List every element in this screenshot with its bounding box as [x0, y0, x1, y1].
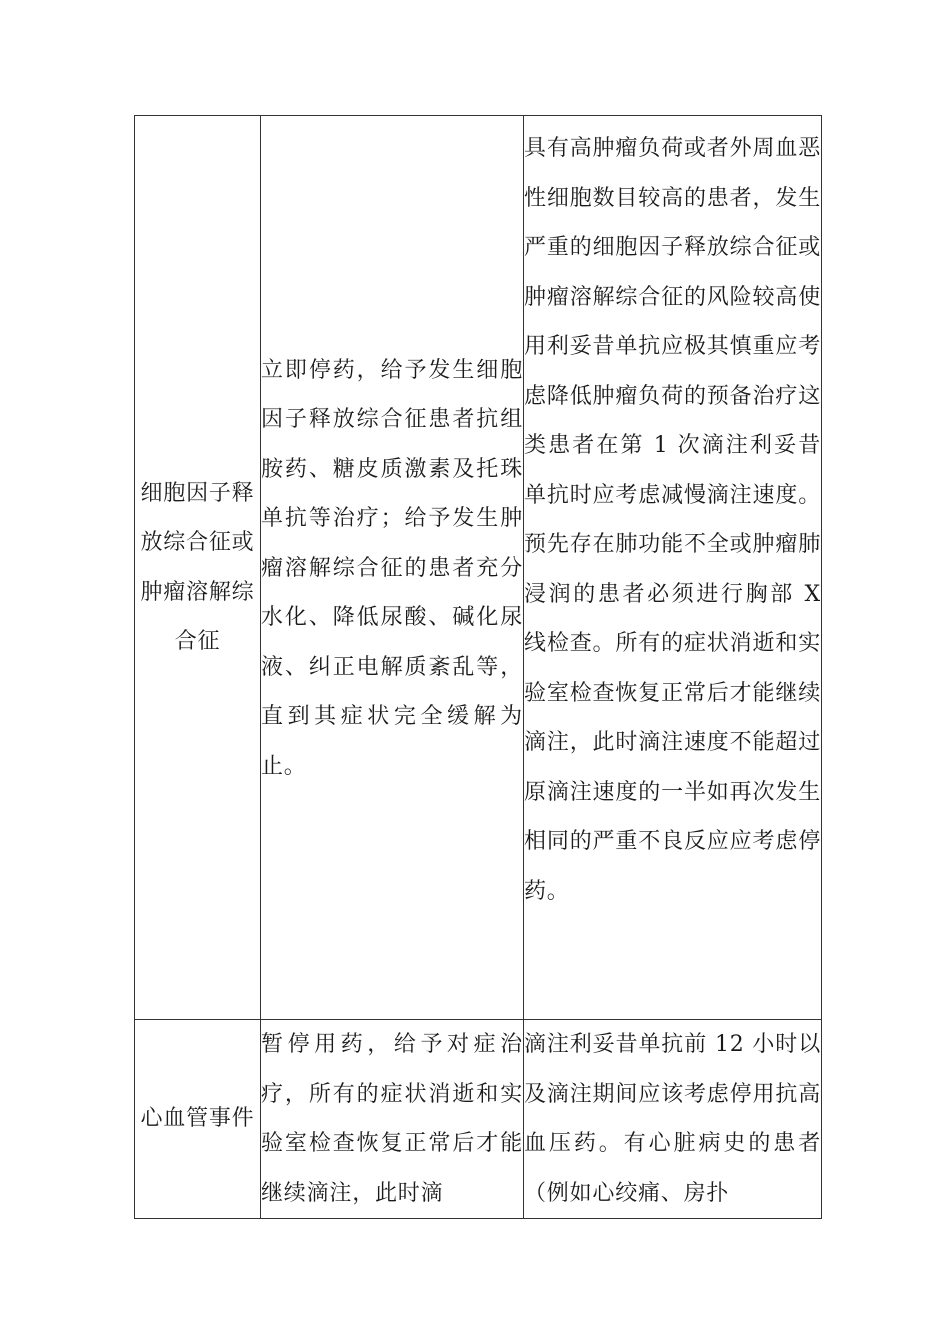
- treatment-text: 立即停药，给予发生细胞因子释放综合征患者抗组胺药、糖皮质激素及托珠单抗等治疗；给予发生肿瘤溶解综合征的患者充分水化、降低尿酸、碱化尿液、纠正电解质紊乱等，直到其症状完全缓解为止。: [261, 357, 523, 779]
- adverse-reaction-table: [134, 115, 822, 1219]
- table-row: [135, 1020, 822, 1219]
- table-row: [135, 116, 822, 1020]
- treatment-cell: [261, 116, 524, 1020]
- reaction-name-cell: [135, 1020, 261, 1219]
- reaction-name: 细胞因子释放综合征或肿瘤溶解综合征: [140, 480, 255, 654]
- notes-cell: [524, 1020, 822, 1219]
- notes-cell: [524, 116, 822, 1020]
- treatment-text: 暂停用药，给予对症治疗，所有的症状消逝和实验室检查恢复正常后才能继续滴注，此时滴: [261, 1032, 523, 1206]
- reaction-name: 心血管事件: [140, 1106, 255, 1132]
- notes-text: 滴注利妥昔单抗前 12 小时以及滴注期间应该考虑停用抗高血压药。有心脏病史的患者（例如心绞痛、房扑: [524, 1032, 821, 1206]
- notes-text: 具有高肿瘤负荷或者外周血恶性细胞数目较高的患者，发生严重的细胞因子释放综合征或肿瘤溶解综合征的风险较高使用利妥昔单抗应极其慎重应考虑降低肿瘤负荷的预备治疗这类患者在第 1 次滴注利妥昔单抗时应考虑减慢滴注速度。预先存在肺功能不全或肿瘤肺浸润的患者必须进行胸部 X 线检查。所有的症状消逝和实验室检查恢复正常后才能继续滴注，此时滴注速度不能超过原滴注速度的一半如再次发生相同的严重不良反应应考虑停药。: [524, 136, 821, 904]
- reaction-name-cell: [135, 116, 261, 1020]
- treatment-cell: [261, 1020, 524, 1219]
